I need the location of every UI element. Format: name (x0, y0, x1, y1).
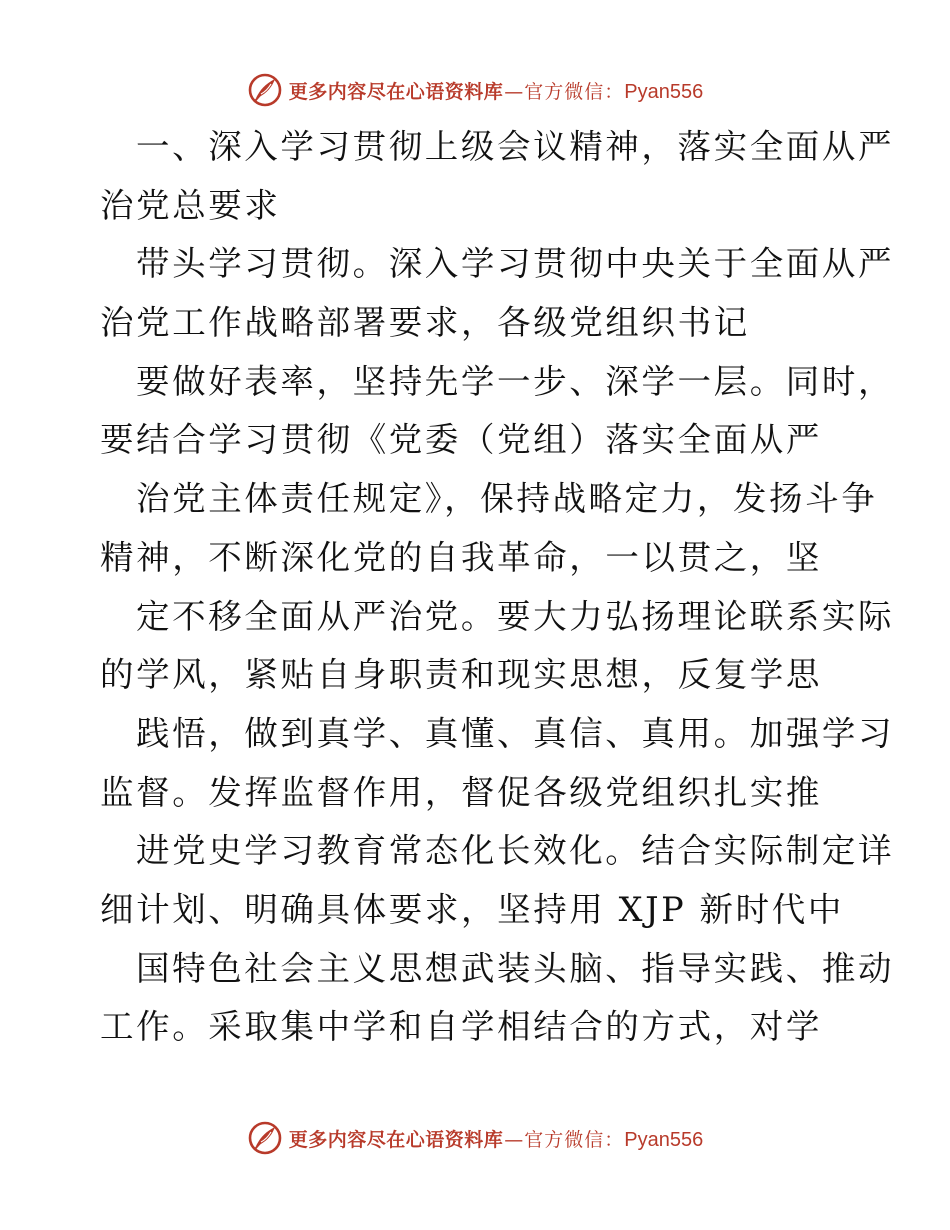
document-line: 治党主体责任规定》，保持战略定力，发扬斗争 (136, 479, 878, 519)
footer-watermark-banner (0, 1118, 950, 1158)
footer-watermark-text (289, 1125, 704, 1152)
header-wechat-id: Pyan556 (624, 80, 704, 103)
footer-wechat-label: 官方微信： (524, 1128, 625, 1151)
document-line: 监督。发挥监督作用，督促各级党组织扎实推 (100, 772, 822, 812)
document-line: 的学风，紧贴自身职责和现实思想，反复学思 (100, 655, 822, 695)
document-line: 工作。采取集中学和自学相结合的方式，对学 (100, 1007, 822, 1047)
document-line: 要做好表率，坚持先学一步、深学一层。同时， (136, 361, 895, 401)
footer-wechat-id: Pyan556 (624, 1128, 704, 1151)
document-line: 细计划、明确具体要求，坚持用 XJP 新时代中 (100, 889, 844, 929)
header-wechat-label: 官方微信： (524, 80, 625, 103)
document-line: 治党工作战略部署要求，各级党组织书记 (100, 303, 750, 343)
document-line: 精神，不断深化党的自我革命，一以贯之，坚 (100, 537, 822, 577)
footer-separator: — (504, 1128, 524, 1151)
document-line: 国特色社会主义思想武装头脑、指导实践、推动 (136, 948, 895, 988)
footer-brand-text: 更多内容尽在心语资料库 (288, 1128, 504, 1151)
header-watermark-text (289, 77, 704, 104)
document-line: 进党史学习教育常态化长效化。结合实际制定详 (136, 831, 895, 871)
document-line: 要结合学习贯彻《党委（党组）落实全面从严 (100, 420, 822, 460)
feather-pen-logo-icon (247, 1120, 283, 1156)
document-body (100, 118, 895, 1057)
header-brand-text: 更多内容尽在心语资料库 (288, 80, 504, 103)
document-line: 一、深入学习贯彻上级会议精神，落实全面从严 (136, 127, 895, 166)
header-separator: — (504, 80, 524, 103)
feather-pen-logo-icon (247, 72, 283, 108)
document-line: 带头学习贯彻。深入学习贯彻中央关于全面从严 (136, 244, 895, 284)
document-line: 定不移全面从严治党。要大力弘扬理论联系实际 (136, 596, 895, 636)
document-line: 治党总要求 (100, 185, 281, 225)
document-line: 践悟，做到真学、真懂、真信、真用。加强学习 (136, 713, 895, 753)
header-watermark-banner (0, 70, 950, 110)
